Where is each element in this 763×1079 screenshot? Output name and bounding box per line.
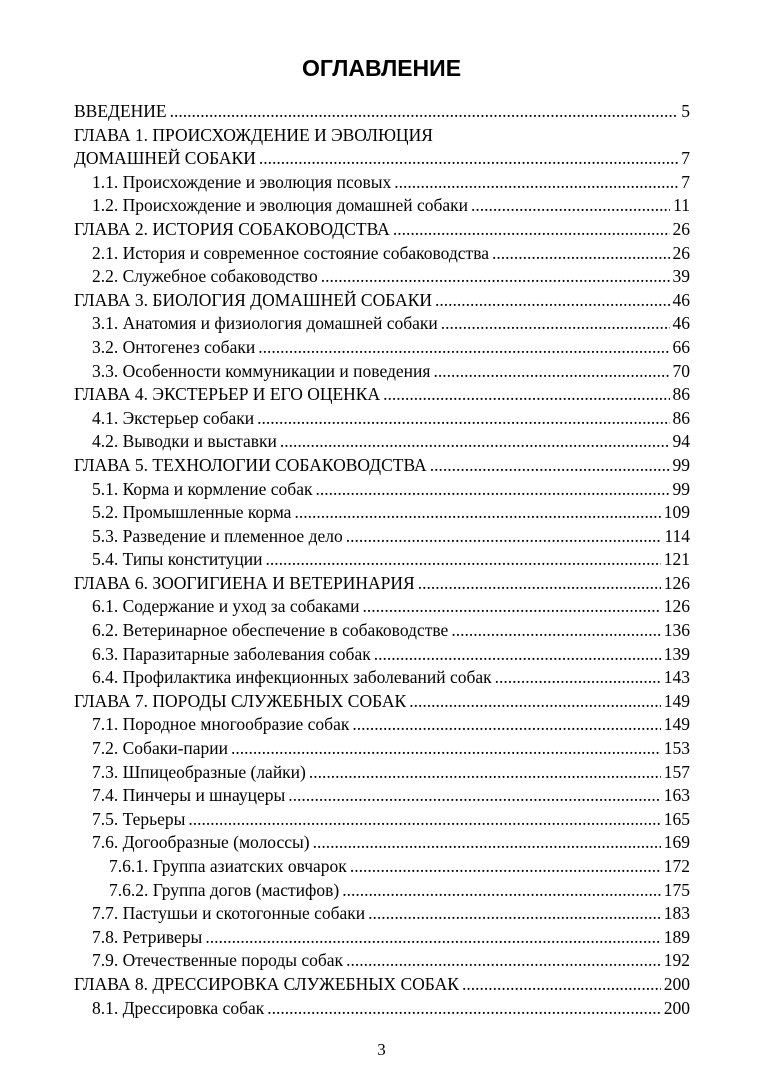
toc-entry-page: 86	[672, 384, 690, 405]
toc-entry	[74, 336, 690, 360]
toc-leader-dots	[266, 548, 661, 572]
toc-entry-page: 11	[673, 195, 690, 216]
toc-entry-page: 149	[663, 690, 690, 711]
toc-entry-title: 7.3. Шпицеобразные (лайки)	[92, 761, 306, 782]
toc-entry-page: 200	[663, 973, 690, 994]
toc-entry-page: 143	[663, 667, 690, 688]
toc-leader-dots	[170, 100, 679, 124]
toc-entry	[74, 855, 690, 879]
toc-entry	[74, 831, 690, 855]
toc-entry-page: 114	[664, 525, 690, 546]
toc-entry	[74, 430, 690, 454]
toc-entry-page: 121	[663, 549, 690, 570]
toc-leader-dots	[231, 737, 661, 761]
toc-leader-dots	[309, 761, 661, 785]
toc-entry-title: 4.1. Экстерьер собаки	[92, 407, 255, 428]
toc-entry-page: 7	[681, 148, 690, 169]
toc-entry-page: 183	[663, 903, 690, 924]
toc-leader-dots	[321, 265, 670, 289]
toc-leader-dots	[362, 595, 660, 619]
toc-entry-page: 70	[672, 360, 690, 381]
toc-leader-dots	[294, 501, 660, 525]
toc-entry-page: 86	[672, 407, 690, 428]
toc-entry-title: ГЛАВА 4. ЭКСТЕРЬЕР И ЕГО ОЦЕНКА	[74, 384, 381, 405]
toc-entry	[74, 619, 690, 643]
toc-leader-dots	[346, 525, 662, 549]
toc-entry-title: 2.2. Служебное собаководство	[92, 266, 318, 287]
toc-entry-page: 26	[672, 242, 690, 263]
toc-entry-page: 153	[663, 738, 690, 759]
toc-entry-page: 136	[663, 620, 690, 641]
toc-leader-dots	[451, 619, 660, 643]
toc-leader-dots	[188, 808, 660, 832]
toc-leader-dots	[259, 147, 678, 171]
toc-leader-dots	[205, 926, 660, 950]
toc-entry	[74, 501, 690, 525]
toc-leader-dots	[352, 713, 660, 737]
toc-leader-dots	[462, 973, 661, 997]
toc-entry-title: 7.6.2. Группа догов (мастифов)	[109, 879, 340, 900]
toc-entry-title: 7.8. Ретриверы	[92, 926, 203, 947]
toc-entry-title: 7.6.1. Группа азиатских овчарок	[109, 856, 347, 876]
toc-entry	[74, 548, 690, 572]
toc-entry	[74, 808, 690, 832]
toc-entry-title: 5.4. Типы конституции	[92, 549, 263, 570]
toc-entry-title: 6.3. Паразитарные заболевания собак	[92, 643, 371, 664]
toc-entry-title: 6.4. Профилактика инфекционных заболеваний собак	[92, 667, 492, 688]
toc-leader-dots	[280, 430, 670, 454]
toc-entry-page: 126	[663, 572, 690, 593]
toc-entry-page: 94	[672, 431, 690, 452]
toc-entry	[74, 997, 690, 1021]
toc-leader-dots	[441, 312, 670, 336]
toc-entry-title: 5.1. Корма и кормление собак	[92, 478, 313, 499]
toc-leader-dots	[342, 879, 661, 903]
toc-entry-title: 5.3. Разведение и племенное дело	[92, 525, 343, 546]
toc-entry-title: 4.2. Выводки и выставки	[92, 431, 277, 452]
toc-entry-page: 163	[663, 785, 690, 806]
toc-entry-title: 3.1. Анатомия и физиология домашней собаки	[92, 313, 438, 334]
toc-leader-dots	[350, 855, 661, 879]
toc-entry	[74, 666, 690, 690]
toc-entry-page: 26	[672, 218, 690, 239]
toc-leader-dots	[418, 572, 661, 596]
toc-entry-page: 165	[663, 808, 690, 829]
toc-leader-dots	[492, 242, 670, 266]
toc-entry	[74, 902, 690, 926]
toc-entry	[74, 784, 690, 808]
toc-entry	[74, 595, 690, 619]
toc-leader-dots	[471, 194, 670, 218]
toc-entry	[74, 690, 690, 714]
toc-entry	[74, 383, 690, 407]
toc-entry	[74, 407, 690, 431]
toc-entry	[74, 454, 690, 478]
toc-entry-page: 46	[672, 313, 690, 334]
toc-entry-title: 2.1. История и современное состояние собаководства	[92, 242, 489, 263]
toc-entry	[74, 171, 690, 195]
toc-leader-dots	[313, 831, 661, 855]
toc-leader-dots	[288, 784, 660, 808]
toc-entry-page: 99	[672, 454, 690, 475]
toc-entry	[74, 100, 690, 124]
toc-leader-dots	[374, 643, 661, 667]
toc-entry-title: 3.3. Особенности коммуникации и поведения	[92, 360, 431, 381]
toc-entry-page: 5	[681, 101, 690, 121]
toc-entry-title: 6.2. Ветеринарное обеспечение в собаководстве	[92, 620, 449, 641]
toc-leader-dots	[383, 383, 669, 407]
toc-entry-title: 7.4. Пинчеры и шнауцеры	[92, 785, 286, 806]
toc-leader-dots	[393, 218, 670, 242]
toc-leader-dots	[368, 902, 661, 926]
toc-entry-title: 7.2. Собаки-парии	[92, 738, 229, 759]
table-of-contents	[74, 100, 690, 1020]
toc-leader-dots	[435, 289, 670, 313]
toc-leader-dots	[495, 666, 661, 690]
toc-entry-title: ГЛАВА 6. ЗООГИГИЕНА И ВЕТЕРИНАРИЯ	[74, 572, 415, 593]
toc-leader-dots	[257, 407, 669, 431]
toc-entry-page: 126	[663, 596, 690, 617]
toc-entry-title: 7.1. Породное многообразие собак	[92, 714, 350, 735]
toc-entry	[74, 218, 690, 242]
toc-leader-dots	[346, 949, 661, 973]
toc-entry-title: 7.9. Отечественные породы собак	[92, 950, 344, 971]
toc-entry-page: 172	[663, 856, 690, 876]
toc-entry-title: 7.6. Догообразные (молоссы)	[92, 832, 310, 853]
toc-entry	[74, 289, 690, 313]
toc-entry-page: 175	[663, 879, 690, 900]
toc-entry	[74, 643, 690, 667]
toc-entry	[74, 525, 690, 549]
toc-entry	[74, 265, 690, 289]
toc-entry	[74, 478, 690, 502]
toc-leader-dots	[409, 690, 661, 714]
toc-leader-dots	[316, 478, 670, 502]
toc-leader-dots	[430, 454, 670, 478]
toc-entry-title: ГЛАВА 3. БИОЛОГИЯ ДОМАШНЕЙ СОБАКИ	[74, 289, 432, 310]
toc-entry-page: 200	[663, 997, 690, 1018]
toc-leader-dots	[258, 336, 669, 360]
toc-leader-dots	[433, 360, 669, 384]
toc-entry-title: 1.2. Происхождение и эволюция домашней собаки	[92, 195, 469, 216]
page-number: 3	[377, 1040, 386, 1059]
toc-entry	[74, 761, 690, 785]
toc-entry	[74, 713, 690, 737]
toc-entry-page: 189	[663, 926, 690, 947]
toc-entry-page: 192	[663, 950, 690, 971]
toc-entry-title: 8.1. Дрессировка собак	[92, 997, 265, 1018]
toc-entry-title: 5.2. Промышленные корма	[92, 502, 292, 523]
toc-entry-page: 149	[663, 714, 690, 735]
toc-entry-page: 169	[663, 832, 690, 853]
toc-entry-page: 66	[672, 336, 690, 357]
toc-entry-page: 139	[663, 643, 690, 664]
toc-entry-title: 3.2. Онтогенез собаки	[92, 336, 256, 357]
toc-entry	[74, 124, 690, 148]
toc-entry	[74, 926, 690, 950]
toc-entry-title: ГЛАВА 1. ПРОИСХОЖДЕНИЕ И ЭВОЛЮЦИЯ	[74, 124, 433, 145]
toc-entry-title: 6.1. Содержание и уход за собаками	[92, 596, 360, 617]
toc-leader-dots	[267, 997, 661, 1021]
toc-entry-title: 7.5. Терьеры	[92, 808, 186, 829]
toc-entry-title: 1.1. Происхождение и эволюция псовых	[92, 171, 392, 192]
toc-leader-dots	[394, 171, 678, 195]
toc-entry	[74, 949, 690, 973]
page-title: ОГЛАВЛЕНИЕ	[301, 55, 462, 81]
toc-entry	[74, 737, 690, 761]
toc-entry	[74, 194, 690, 218]
toc-entry	[74, 312, 690, 336]
toc-entry-page: 157	[663, 761, 690, 782]
toc-entry-title: ДОМАШНЕЙ СОБАКИ	[74, 148, 256, 169]
toc-entry-page: 46	[672, 289, 690, 310]
toc-entry-page: 99	[672, 478, 690, 499]
toc-entry	[74, 360, 690, 384]
toc-entry-title: ГЛАВА 7. ПОРОДЫ СЛУЖЕБНЫХ СОБАК	[74, 690, 407, 711]
toc-entry-title: ГЛАВА 5. ТЕХНОЛОГИИ СОБАКОВОДСТВА	[74, 454, 427, 475]
toc-entry-title: ГЛАВА 2. ИСТОРИЯ СОБАКОВОДСТВА	[74, 218, 390, 239]
toc-entry-page: 7	[681, 171, 690, 192]
toc-entry-title: 7.7. Пастушьи и скотогонные собаки	[92, 903, 366, 924]
toc-entry-page: 39	[672, 266, 690, 287]
toc-entry	[74, 572, 690, 596]
toc-entry	[74, 242, 690, 266]
toc-entry-title: ГЛАВА 8. ДРЕССИРОВКА СЛУЖЕБНЫХ СОБАК	[74, 973, 459, 994]
toc-entry-page: 109	[663, 502, 690, 523]
toc-entry-title: ВВЕДЕНИЕ	[74, 101, 167, 121]
toc-entry	[74, 147, 690, 171]
toc-entry	[74, 973, 690, 997]
toc-entry	[74, 879, 690, 903]
